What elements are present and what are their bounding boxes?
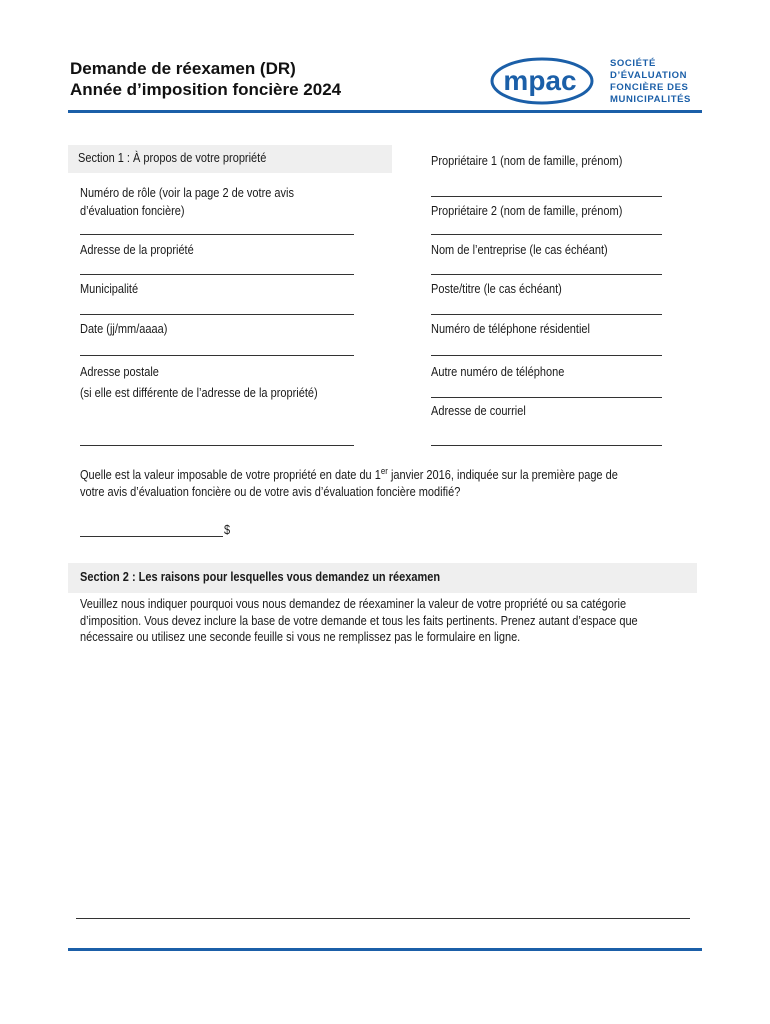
owner2-field[interactable] — [431, 234, 662, 235]
position-label: Poste/titre (le cas échéant) — [431, 282, 562, 296]
date-label: Date (jj/mm/aaaa) — [80, 322, 168, 336]
header-divider — [68, 110, 702, 113]
section-1-title: Section 1 : À propos de votre propriété — [78, 151, 267, 165]
assessed-value-question — [80, 463, 618, 500]
brand-line: D’ÉVALUATION — [610, 70, 688, 81]
logo-wordmark: mpac — [503, 65, 577, 96]
roll-number-field[interactable] — [80, 234, 354, 235]
owner1-label: Propriétaire 1 (nom de famille, prénom) — [431, 154, 623, 168]
brand-line: FONCIÈRE DES — [610, 82, 689, 93]
date-field[interactable] — [80, 355, 354, 356]
property-address-field[interactable] — [80, 274, 354, 275]
mailing-address-field[interactable] — [80, 445, 354, 446]
reasons-field-line[interactable] — [76, 918, 690, 919]
mailing-address-note: (si elle est différente de l’adresse de la propriété) — [80, 386, 318, 400]
home-phone-field[interactable] — [431, 355, 662, 356]
instruction-line: Veuillez nous indiquer pourquoi vous nous demandez de réexaminer la valeur de votre propriété ou sa catégorie — [80, 597, 627, 611]
question-text-line2: votre avis d’évaluation foncière ou de votre avis d’évaluation foncière modifié? — [80, 484, 461, 499]
question-text-a: Quelle est la valeur imposable de votre propriété en date du 1 — [80, 468, 381, 483]
brand-name — [610, 58, 691, 106]
home-phone-label: Numéro de téléphone résidentiel — [431, 322, 590, 336]
title-line-1: Demande de réexamen (DR) — [70, 59, 296, 78]
email-label: Adresse de courriel — [431, 404, 526, 418]
question-superscript: er — [380, 466, 388, 476]
title-line-2: Année d’imposition foncière 2024 — [70, 80, 342, 99]
question-text-b: janvier 2016, indiquée sur la première page de — [387, 468, 618, 483]
roll-number-label — [80, 184, 294, 220]
reasons-text-area[interactable] — [76, 650, 690, 916]
footer-divider — [68, 948, 702, 951]
other-phone-label: Autre numéro de téléphone — [431, 365, 565, 379]
property-address-label: Adresse de la propriété — [80, 243, 194, 257]
instruction-line: d’imposition. Vous devez inclure la base de votre demande et tous les faits pertinents. Prenez autant d’espace que — [80, 613, 638, 628]
form-title — [70, 58, 341, 100]
owner2-label: Propriétaire 2 (nom de famille, prénom) — [431, 204, 623, 218]
municipality-field[interactable] — [80, 314, 354, 315]
other-phone-field[interactable] — [431, 397, 662, 398]
currency-symbol: $ — [224, 523, 231, 537]
instruction-line: nécessaire ou utilisez une seconde feuille si vous ne remplissez pas le formulaire en ligne. — [80, 630, 521, 644]
position-field[interactable] — [431, 314, 662, 315]
owner1-field[interactable] — [431, 196, 662, 197]
mpac-logo-icon — [490, 55, 610, 107]
mailing-address-label: Adresse postale — [80, 365, 159, 379]
roll-number-label-line2: d’évaluation foncière) — [80, 204, 185, 218]
section-1-heading — [68, 145, 392, 173]
brand-line: SOCIÉTÉ — [610, 58, 656, 69]
assessed-value-field[interactable] — [80, 536, 223, 537]
section-2-heading — [68, 563, 697, 593]
email-field[interactable] — [431, 445, 662, 446]
section-2-title: Section 2 : Les raisons pour lesquelles vous demandez un réexamen — [80, 570, 441, 584]
company-label: Nom de l’entreprise (le cas échéant) — [431, 243, 608, 257]
company-field[interactable] — [431, 274, 662, 275]
municipality-label: Municipalité — [80, 282, 139, 296]
section-2-instructions — [80, 596, 638, 646]
brand-line: MUNICIPALITÉS — [610, 94, 691, 105]
roll-number-label-line1: Numéro de rôle (voir la page 2 de votre avis — [80, 186, 295, 200]
